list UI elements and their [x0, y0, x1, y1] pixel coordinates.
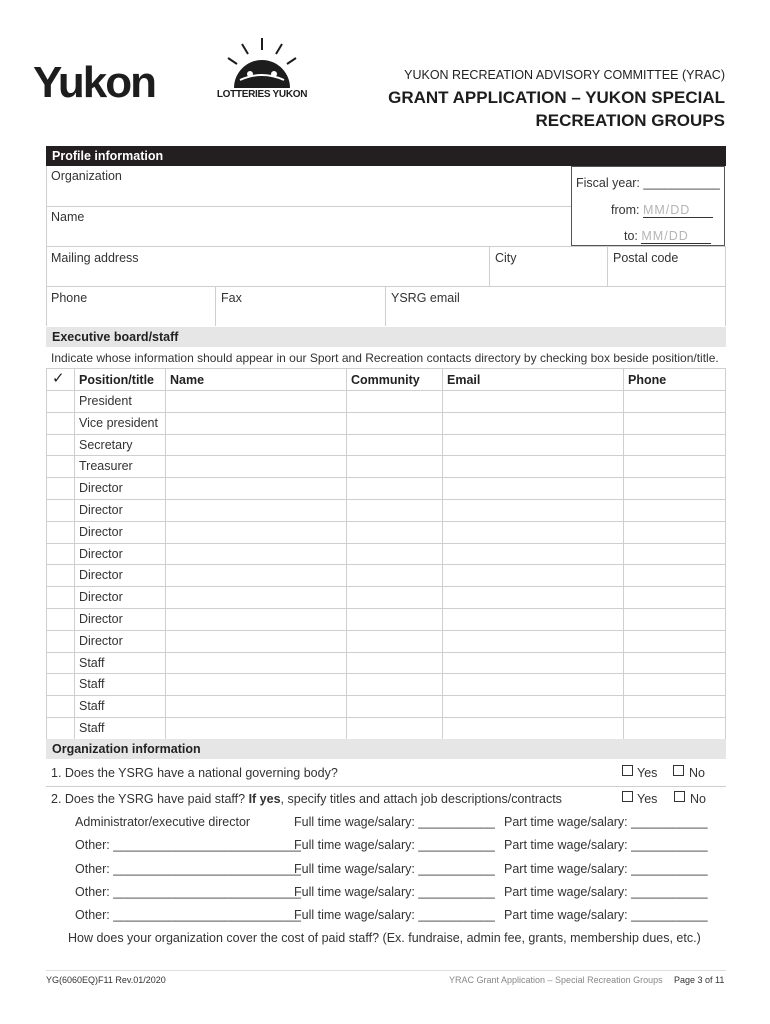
directory-checkbox[interactable] — [46, 564, 74, 586]
q1-no-checkbox[interactable] — [673, 765, 684, 776]
position-title: Staff — [79, 677, 105, 692]
col-name: Name — [170, 373, 205, 387]
q1-yes-checkbox[interactable] — [622, 765, 633, 776]
from-label: from: — [611, 203, 640, 217]
community-cell[interactable] — [346, 521, 442, 543]
position-title: Director — [79, 503, 123, 517]
q1-yes-label: Yes — [637, 766, 658, 780]
name-cell[interactable] — [165, 673, 346, 695]
phone-cell[interactable] — [623, 412, 725, 434]
position-title: Staff — [79, 655, 105, 670]
position-title: Staff — [79, 721, 105, 735]
email-cell[interactable] — [442, 586, 623, 608]
directory-checkbox[interactable] — [46, 695, 74, 717]
organization-section-heading: Organization information — [46, 739, 726, 759]
phone-cell[interactable] — [623, 608, 725, 630]
name-cell[interactable] — [165, 717, 346, 739]
mailing-address-field[interactable]: Mailing address — [51, 251, 139, 265]
directory-checkbox[interactable] — [46, 608, 74, 630]
to-placeholder: MM/DD — [641, 229, 689, 243]
phone-cell[interactable] — [623, 564, 725, 586]
name-cell[interactable] — [165, 543, 346, 565]
email-cell[interactable] — [442, 455, 623, 477]
ysrg-email-field[interactable]: YSRG email — [391, 291, 460, 305]
community-cell[interactable] — [346, 390, 442, 412]
community-cell[interactable] — [346, 630, 442, 652]
email-cell[interactable] — [442, 673, 623, 695]
part-time-wage-field[interactable]: Part time wage/salary: ___________ — [504, 815, 708, 829]
name-cell[interactable] — [165, 412, 346, 434]
q2-yes-label: Yes — [637, 792, 658, 806]
phone-cell[interactable] — [623, 477, 725, 499]
full-time-wage-field[interactable]: Full time wage/salary: ___________ — [294, 838, 495, 853]
col-phone: Phone — [628, 373, 667, 387]
city-field[interactable]: City — [495, 251, 517, 265]
directory-checkbox[interactable] — [46, 390, 74, 412]
email-cell[interactable] — [442, 630, 623, 652]
directory-checkbox[interactable] — [46, 412, 74, 434]
staff-title-field[interactable]: Other: ___________________________ — [75, 908, 301, 923]
name-cell[interactable] — [165, 455, 346, 477]
phone-cell[interactable] — [623, 434, 725, 456]
document-name: YRAC Grant Application – Special Recreation Groups — [449, 975, 663, 985]
full-time-wage-field[interactable]: Full time wage/salary: ___________ — [294, 908, 495, 923]
community-cell[interactable] — [346, 652, 442, 674]
name-cell[interactable] — [165, 695, 346, 717]
name-cell[interactable] — [165, 564, 346, 586]
email-cell[interactable] — [442, 652, 623, 674]
phone-cell[interactable] — [623, 543, 725, 565]
from-placeholder: MM/DD — [642, 203, 691, 217]
q2-no-label: No — [690, 792, 706, 806]
lotteries-yukon-wordmark: LOTTERIES YUKON — [216, 89, 308, 100]
phone-cell[interactable] — [623, 499, 725, 521]
directory-checkbox[interactable] — [46, 717, 74, 739]
col-email: Email — [447, 373, 481, 387]
form-code: YG(6060EQ)F11 Rev.01/2020 — [46, 975, 166, 985]
col-community: Community — [351, 373, 420, 387]
community-cell[interactable] — [346, 673, 442, 695]
email-cell[interactable] — [442, 499, 623, 521]
email-cell[interactable] — [442, 717, 623, 739]
part-time-wage-field[interactable]: Part time wage/salary: ___________ — [504, 861, 708, 876]
community-cell[interactable] — [346, 455, 442, 477]
position-title: Treasurer — [79, 459, 133, 474]
cost-question[interactable]: How does your organization cover the cost of paid staff? (Ex. fundraise, admin fee, grants, membership dues, etc.) — [68, 931, 701, 945]
community-cell[interactable] — [346, 586, 442, 608]
fiscal-to-field[interactable] — [624, 229, 711, 244]
fiscal-from-field[interactable] — [611, 203, 713, 218]
profile-section-heading: Profile information — [46, 146, 726, 166]
to-label: to: — [624, 229, 638, 243]
email-cell[interactable] — [442, 564, 623, 586]
name-field[interactable]: Name — [51, 210, 85, 224]
question-1: 1. Does the YSRG have a national governing body? — [51, 766, 338, 780]
q2-suffix: , specify titles and attach job descriptions/contracts — [280, 792, 562, 806]
community-cell[interactable] — [346, 543, 442, 565]
community-cell[interactable] — [346, 564, 442, 586]
part-time-wage-field[interactable]: Part time wage/salary: ___________ — [504, 838, 708, 853]
q2-prefix: 2. Does the YSRG have paid staff? — [51, 792, 249, 806]
name-cell[interactable] — [165, 586, 346, 608]
email-cell[interactable] — [442, 390, 623, 412]
phone-cell[interactable] — [623, 630, 725, 652]
position-title: President — [79, 394, 132, 408]
q2-yes-checkbox[interactable] — [622, 791, 633, 802]
name-cell[interactable] — [165, 434, 346, 456]
community-cell[interactable] — [346, 434, 442, 456]
email-cell[interactable] — [442, 608, 623, 630]
page-number: Page 3 of 11 — [674, 975, 725, 985]
directory-checkbox[interactable] — [46, 455, 74, 477]
postal-code-field[interactable]: Postal code — [613, 251, 679, 265]
title-line-1: GRANT APPLICATION – YUKON SPECIAL — [388, 88, 725, 107]
position-title: Vice president — [79, 415, 158, 430]
checkmark-icon: ✓ — [52, 370, 65, 387]
name-cell[interactable] — [165, 477, 346, 499]
directory-checkbox[interactable] — [46, 652, 74, 674]
position-title: Director — [79, 633, 123, 648]
full-time-wage-field[interactable]: Full time wage/salary: ___________ — [294, 861, 495, 876]
position-title: Director — [79, 524, 123, 539]
phone-cell[interactable] — [623, 652, 725, 674]
directory-checkbox[interactable] — [46, 543, 74, 565]
name-cell[interactable] — [165, 652, 346, 674]
email-cell[interactable] — [442, 412, 623, 434]
position-title: Director — [79, 546, 123, 561]
name-cell[interactable] — [165, 630, 346, 652]
community-cell[interactable] — [346, 695, 442, 717]
position-title: Secretary — [79, 437, 133, 452]
email-cell[interactable] — [442, 477, 623, 499]
phone-cell[interactable] — [623, 455, 725, 477]
title-line-2: RECREATION GROUPS — [535, 111, 725, 130]
email-cell[interactable] — [442, 695, 623, 717]
email-cell[interactable] — [442, 543, 623, 565]
phone-cell[interactable] — [623, 521, 725, 543]
community-cell[interactable] — [346, 412, 442, 434]
question-2 — [51, 792, 562, 806]
phone-field[interactable]: Phone — [51, 291, 88, 305]
full-time-wage-field[interactable]: Full time wage/salary: ___________ — [294, 815, 495, 829]
name-cell[interactable] — [165, 608, 346, 630]
directory-checkbox[interactable] — [46, 434, 74, 456]
yukon-logo: Yukon — [33, 58, 156, 107]
fax-field[interactable]: Fax — [221, 291, 242, 305]
phone-cell[interactable] — [623, 586, 725, 608]
directory-checkbox[interactable] — [46, 673, 74, 695]
executive-section-heading: Executive board/staff — [46, 327, 726, 347]
q2-no-checkbox[interactable] — [674, 791, 685, 802]
community-cell[interactable] — [346, 717, 442, 739]
full-time-wage-field[interactable]: Full time wage/salary: ___________ — [294, 884, 495, 899]
position-title: Director — [79, 612, 123, 626]
fiscal-year-field[interactable]: Fiscal year: ___________ — [576, 176, 720, 190]
community-cell[interactable] — [346, 477, 442, 499]
directory-checkbox[interactable] — [46, 499, 74, 521]
name-cell[interactable] — [165, 499, 346, 521]
q2-bold: If yes — [248, 792, 281, 806]
directory-checkbox[interactable] — [46, 521, 74, 543]
q1-no-label: No — [689, 766, 705, 780]
phone-cell[interactable] — [623, 717, 725, 739]
directory-checkbox[interactable] — [46, 477, 74, 499]
committee-name: YUKON RECREATION ADVISORY COMMITTEE (YRAC) — [404, 68, 725, 82]
directory-checkbox[interactable] — [46, 630, 74, 652]
organization-field[interactable]: Organization — [51, 169, 122, 183]
staff-title-field[interactable]: Administrator/executive director — [75, 815, 251, 829]
part-time-wage-field[interactable]: Part time wage/salary: ___________ — [504, 908, 708, 923]
email-cell[interactable] — [442, 434, 623, 456]
directory-checkbox[interactable] — [46, 586, 74, 608]
part-time-wage-field[interactable]: Part time wage/salary: ___________ — [504, 884, 708, 899]
name-cell[interactable] — [165, 521, 346, 543]
staff-title-field[interactable]: Other: ___________________________ — [75, 884, 301, 899]
phone-cell[interactable] — [623, 673, 725, 695]
staff-title-field[interactable]: Other: ___________________________ — [75, 838, 301, 853]
page-title — [388, 86, 725, 132]
position-title: Director — [79, 590, 123, 605]
phone-cell[interactable] — [623, 390, 725, 412]
position-title: Director — [79, 481, 123, 496]
position-title: Staff — [79, 699, 105, 714]
executive-instruction: Indicate whose information should appear in our Sport and Recreation contacts directory by checking box beside position/title. — [51, 351, 719, 365]
name-cell[interactable] — [165, 390, 346, 412]
staff-title-field[interactable]: Other: ___________________________ — [75, 861, 301, 876]
phone-cell[interactable] — [623, 695, 725, 717]
email-cell[interactable] — [442, 521, 623, 543]
position-title: Director — [79, 568, 123, 583]
community-cell[interactable] — [346, 499, 442, 521]
community-cell[interactable] — [346, 608, 442, 630]
col-position: Position/title — [79, 373, 154, 387]
